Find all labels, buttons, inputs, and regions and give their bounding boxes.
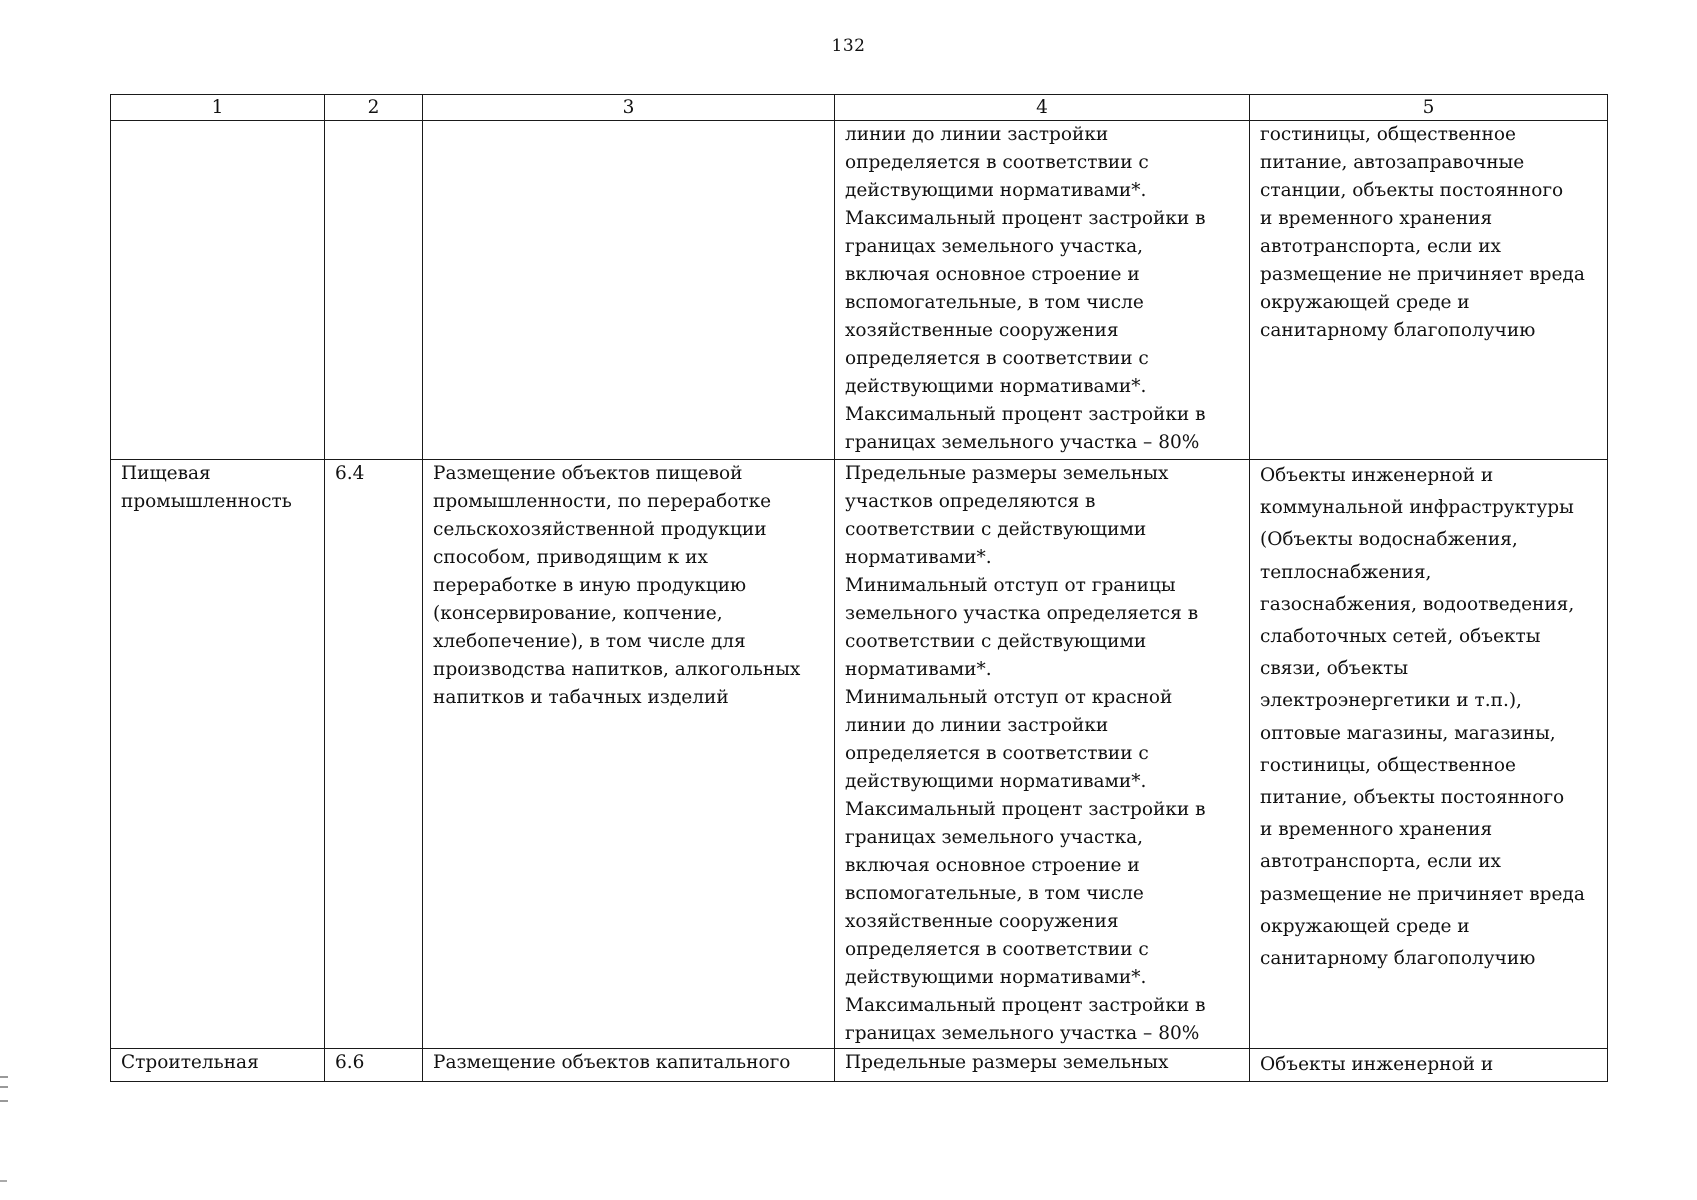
cell-text-line: определяется в соответствии с <box>845 152 1149 173</box>
cell-text-line: размещение не причиняет вреда <box>1260 264 1585 285</box>
cell-text-line: питание, объекты постоянного <box>1260 787 1565 809</box>
header-cell: 3 <box>423 95 835 121</box>
land-use-table <box>110 94 1608 1082</box>
use-name-cell <box>111 121 325 460</box>
cell-text-line: включая основное строение и <box>845 855 1140 876</box>
cell-text-line: земельного участка определяется в <box>845 603 1199 624</box>
cell-text-line: электроэнергетики и т.п.), <box>1260 690 1522 712</box>
cell-text-line: автотранспорта, если их <box>1260 236 1501 257</box>
cell-text-line: действующими нормативами*. <box>845 771 1147 792</box>
cell-text-line: нормативами*. <box>845 659 992 680</box>
cell-text-line: определяется в соответствии с <box>845 743 1149 764</box>
header-cell: 2 <box>325 95 423 121</box>
cell-text-line: оптовые магазины, магазины, <box>1260 722 1556 744</box>
cell-text-line: слаботочных сетей, объекты <box>1260 626 1541 648</box>
cell-text-line: нормативами*. <box>845 547 992 568</box>
cell-text-line: вспомогательные, в том числе <box>845 292 1144 313</box>
table-row <box>111 1049 1608 1082</box>
cell-text-line: 6.4 <box>335 463 365 484</box>
cell-text-line: коммунальной инфраструктуры <box>1260 497 1574 519</box>
use-name-cell <box>111 1049 325 1082</box>
table-row <box>111 460 1608 1049</box>
use-description-cell <box>423 1049 835 1082</box>
cell-text-line: Предельные размеры земельных <box>845 1052 1169 1073</box>
cell-text-line: определяется в соответствии с <box>845 348 1149 369</box>
cell-text-line: вспомогательные, в том числе <box>845 883 1144 904</box>
cell-text-line: станции, объекты постоянного <box>1260 180 1564 201</box>
cell-text-line: (консервирование, копчение, <box>433 603 723 624</box>
cell-text-line: способом, приводящим к их <box>433 547 708 568</box>
cell-text-line: и временного хранения <box>1260 208 1493 229</box>
cell-text-line: Размещение объектов капитального <box>433 1052 791 1073</box>
cell-text-line: хлебопечение), в том числе для <box>433 631 746 652</box>
cell-text-line: Максимальный процент застройки в <box>845 208 1206 229</box>
use-code-cell <box>325 460 423 1049</box>
cell-text-line: Минимальный отступ от красной <box>845 687 1173 708</box>
header-cell: 1 <box>111 95 325 121</box>
table-row <box>111 121 1608 460</box>
cell-text-line: Минимальный отступ от границы <box>845 575 1176 596</box>
cell-text-line: хозяйственные сооружения <box>845 911 1119 932</box>
cell-text-line: линии до линии застройки <box>845 715 1109 736</box>
cell-text-line: границах земельного участка – 80% <box>845 432 1200 453</box>
parameters-cell <box>835 460 1250 1049</box>
cell-text-line: Предельные размеры земельных <box>845 463 1169 484</box>
cell-text-line: окружающей среде и <box>1260 915 1470 937</box>
cell-text-line: переработке в иную продукцию <box>433 575 747 596</box>
cell-text-line: Строительная <box>121 1052 259 1073</box>
cell-text-line: теплоснабжения, <box>1260 561 1432 583</box>
cell-text-line: производства напитков, алкогольных <box>433 659 801 680</box>
cell-text-line: границах земельного участка, <box>845 236 1144 257</box>
cell-text-line: соответствии с действующими <box>845 631 1147 652</box>
use-code-cell <box>325 121 423 460</box>
cell-text-line: размещение не причиняет вреда <box>1260 883 1585 905</box>
auxiliary-uses-cell <box>1250 1049 1608 1082</box>
cell-text-line: газоснабжения, водоотведения, <box>1260 593 1575 615</box>
margin-tick <box>0 1180 7 1182</box>
cell-text-line: автотранспорта, если их <box>1260 851 1501 873</box>
use-description-cell <box>423 121 835 460</box>
cell-text-line: включая основное строение и <box>845 264 1140 285</box>
cell-text-line: участков определяются в <box>845 491 1096 512</box>
cell-text-line: Объекты инженерной и <box>1260 1054 1494 1075</box>
cell-text-line: промышленность <box>121 491 292 512</box>
use-code-cell <box>325 1049 423 1082</box>
auxiliary-uses-cell <box>1250 121 1608 460</box>
cell-text-line: действующими нормативами*. <box>845 967 1147 988</box>
cell-text-line: промышленности, по переработке <box>433 491 772 512</box>
cell-text-line: гостиницы, общественное <box>1260 124 1516 145</box>
cell-text-line: Размещение объектов пищевой <box>433 463 743 484</box>
cell-text-line: питание, автозаправочные <box>1260 152 1525 173</box>
cell-text-line: окружающей среде и <box>1260 292 1470 313</box>
cell-text-line: границах земельного участка – 80% <box>845 1023 1200 1044</box>
cell-text-line: санитарному благополучию <box>1260 948 1536 970</box>
cell-text-line: сельскохозяйственной продукции <box>433 519 767 540</box>
margin-mark <box>0 1076 8 1102</box>
cell-text-line: соответствии с действующими <box>845 519 1147 540</box>
table-header-row <box>111 95 1608 121</box>
cell-text-line: (Объекты водоснабжения, <box>1260 529 1518 551</box>
parameters-cell <box>835 121 1250 460</box>
cell-text-line: санитарному благополучию <box>1260 320 1536 341</box>
page-number: 132 <box>831 36 866 56</box>
header-cell: 5 <box>1250 95 1608 121</box>
use-description-cell <box>423 460 835 1049</box>
cell-text-line: Максимальный процент застройки в <box>845 404 1206 425</box>
cell-text-line: действующими нормативами*. <box>845 376 1147 397</box>
cell-text-line: связи, объекты <box>1260 658 1409 680</box>
cell-text-line: и временного хранения <box>1260 819 1493 841</box>
cell-text-line: Максимальный процент застройки в <box>845 995 1206 1016</box>
auxiliary-uses-cell <box>1250 460 1608 1049</box>
cell-text-line: Пищевая <box>121 463 211 484</box>
header-cell: 4 <box>835 95 1250 121</box>
cell-text-line: Максимальный процент застройки в <box>845 799 1206 820</box>
parameters-cell <box>835 1049 1250 1082</box>
cell-text-line: линии до линии застройки <box>845 124 1109 145</box>
cell-text-line: границах земельного участка, <box>845 827 1144 848</box>
cell-text-line: хозяйственные сооружения <box>845 320 1119 341</box>
cell-text-line: гостиницы, общественное <box>1260 754 1516 776</box>
cell-text-line: 6.6 <box>335 1052 365 1073</box>
cell-text-line: Объекты инженерной и <box>1260 465 1494 486</box>
cell-text-line: определяется в соответствии с <box>845 939 1149 960</box>
cell-text-line: напитков и табачных изделий <box>433 687 729 708</box>
use-name-cell <box>111 460 325 1049</box>
cell-text-line: действующими нормативами*. <box>845 180 1147 201</box>
